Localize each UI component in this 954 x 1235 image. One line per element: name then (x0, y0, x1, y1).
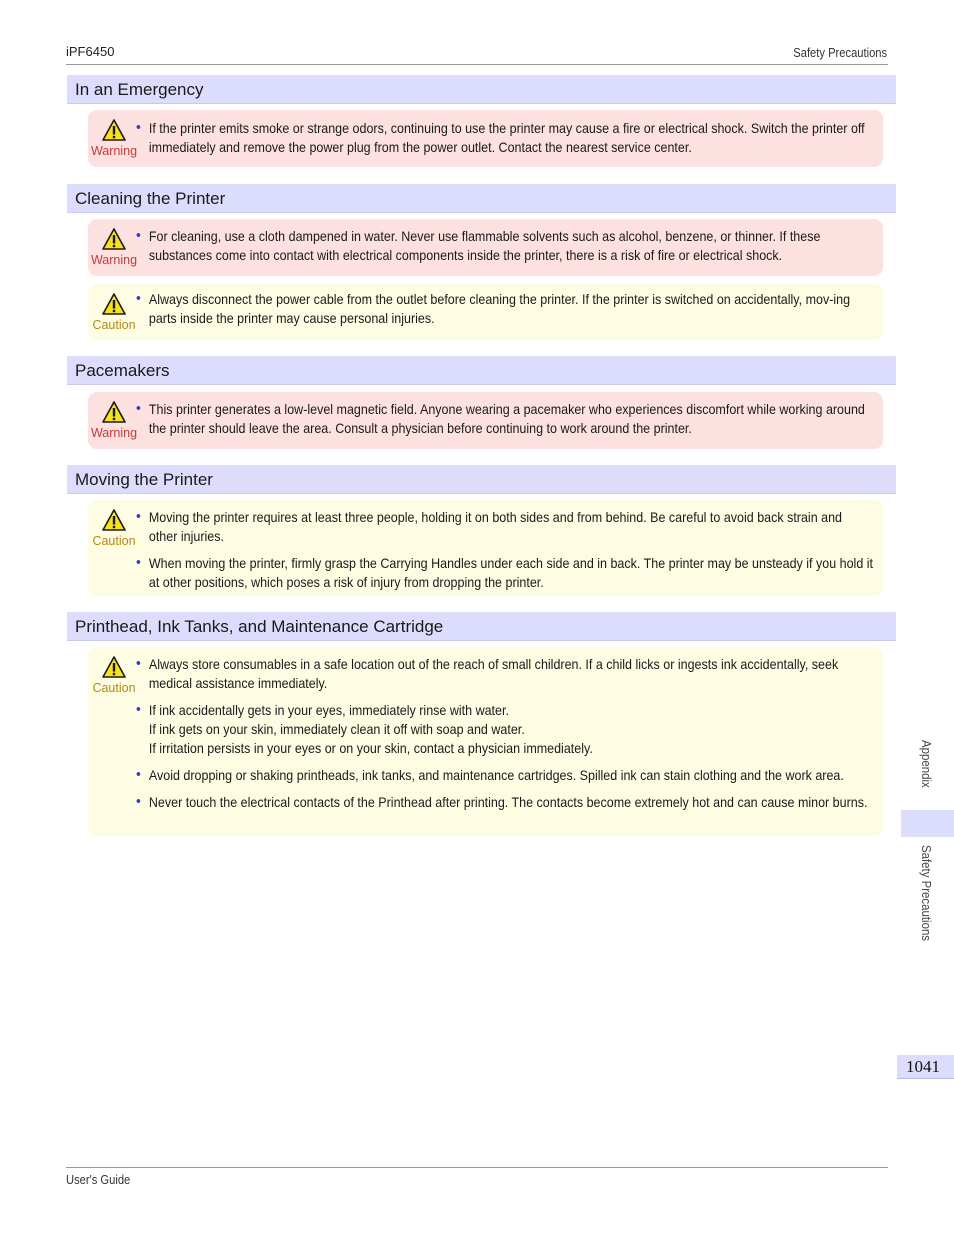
notice-items (136, 508, 875, 592)
list-item: • Always disconnect the power cable from the outlet before cleaning the printer. If the printer is switched on accidentally, mov-ing parts inside the printer may cause personal injuries. (136, 290, 851, 326)
list-item: • Always store consumables in a safe location out of the reach of small children. If a child licks or ingests ink accidentally, seek medical assistance immediately. (136, 655, 839, 691)
caution-box (88, 500, 883, 596)
page-header-section: Safety Precautions (793, 45, 887, 60)
list-item: • When moving the printer, firmly grasp the Carrying Handles under each side and in back. The printer may be unsteady if you hold it at other positions, which poses a risk of injury from dropping the printer. (136, 554, 874, 590)
section-title: In an Emergency (75, 80, 204, 99)
warning-sign (88, 118, 140, 158)
section-title: Cleaning the Printer (75, 189, 226, 208)
caution-label: Caution (92, 318, 136, 332)
list-item: • Moving the printer requires at least three people, holding it on both sides and from behind. Be careful to avoid back strain and other injuries. (136, 508, 843, 544)
page-number-badge (897, 1055, 954, 1079)
warning-triangle-icon (102, 118, 126, 142)
caution-sign (88, 655, 140, 695)
sidebar-tab (901, 810, 954, 837)
caution-triangle-icon (102, 292, 126, 316)
notice-items (136, 400, 875, 438)
caution-label: Caution (92, 534, 136, 548)
list-item: • This printer generates a low-level magnetic field. Anyone wearing a pacemaker who experiences discomfort while working around the printer should leave the area. Consult a physician before continuing to work around the printer. (136, 400, 865, 436)
warning-box (88, 110, 883, 167)
warning-triangle-icon (102, 400, 126, 424)
section-heading-cleaning (67, 184, 896, 213)
list-item: • If ink accidentally gets in your eyes, immediately rinse with water. If ink gets on your skin, immediately clean it off with soap and water. If irritation persists in your eyes or on your skin, contact a physician immediately. (136, 701, 593, 756)
warning-label: Warning (90, 426, 138, 440)
section-title: Moving the Printer (75, 470, 213, 489)
section-heading-printhead (67, 612, 896, 641)
caution-box (88, 284, 883, 340)
section-title: Printhead, Ink Tanks, and Maintenance Cartridge (75, 617, 444, 636)
page-number: 1041 (906, 1057, 940, 1076)
sidebar-chapter-link[interactable] (919, 740, 937, 802)
notice-items (136, 119, 875, 157)
sidebar-topic-link[interactable] (919, 845, 937, 960)
caution-box (88, 647, 883, 836)
caution-sign (88, 292, 140, 332)
list-item: • Never touch the electrical contacts of the Printhead after printing. The contacts become extremely hot and can cause minor burns. (136, 793, 868, 810)
warning-box (88, 392, 883, 449)
section-heading-pacemakers (67, 356, 896, 385)
warning-box (88, 219, 883, 276)
footer-title: User's Guide (66, 1172, 131, 1187)
sidebar-topic-label: Safety Precautions (919, 845, 934, 942)
warning-sign (88, 227, 140, 267)
section-title: Pacemakers (75, 361, 170, 380)
warning-label: Warning (90, 253, 138, 267)
notice-items (136, 227, 875, 265)
caution-label: Caution (92, 681, 136, 695)
notice-items (136, 290, 875, 328)
caution-sign (88, 508, 140, 548)
caution-triangle-icon (102, 508, 126, 532)
warning-sign (88, 400, 140, 440)
sidebar-chapter-label: Appendix (919, 740, 934, 788)
warning-label: Warning (90, 144, 138, 158)
warning-triangle-icon (102, 227, 126, 251)
section-heading-emergency (67, 75, 896, 104)
header-rule (66, 64, 888, 65)
list-item: • If the printer emits smoke or strange odors, continuing to use the printer may cause a fire or electrical shock. Switch the printer off immediately and remove the power plug from the power outlet. Contact the nearest service center. (136, 119, 865, 155)
section-heading-moving (67, 465, 896, 494)
list-item: • For cleaning, use a cloth dampened in water. Never use flammable solvents such as alcohol, benzene, or thinner. If these substances come into contact with electrical components inside the printer, there is a risk of fire or electrical shock. (136, 227, 821, 263)
notice-items (136, 655, 875, 812)
page-header-model: iPF6450 (66, 44, 115, 59)
footer-rule (66, 1167, 888, 1168)
list-item: • Avoid dropping or shaking printheads, ink tanks, and maintenance cartridges. Spilled ink can stain clothing and the work area. (136, 766, 844, 783)
caution-triangle-icon (102, 655, 126, 679)
